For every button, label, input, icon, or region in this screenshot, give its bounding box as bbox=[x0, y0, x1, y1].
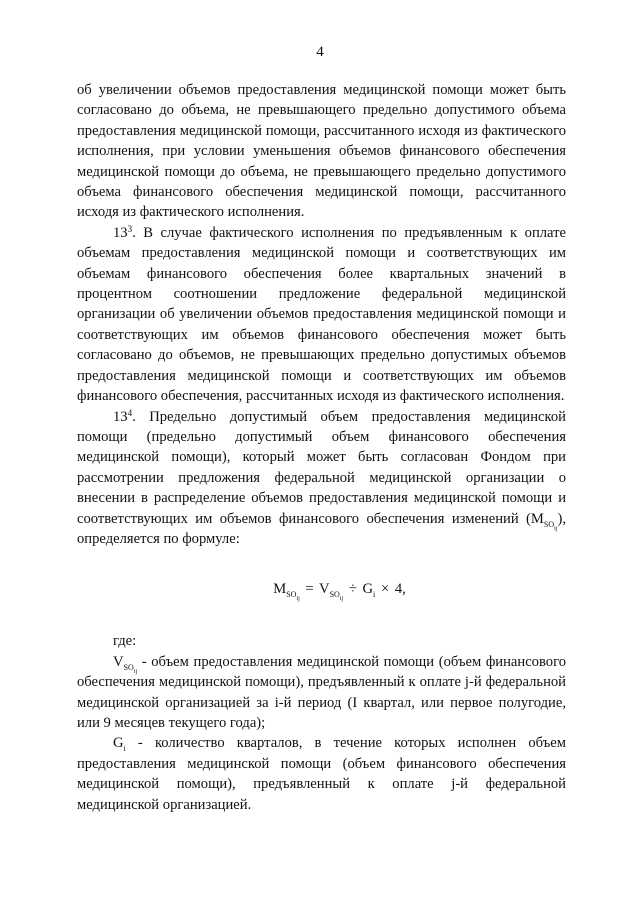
formula-v-term: $V_{SO_{ij}}$ bbox=[319, 581, 344, 603]
where-label: где: bbox=[113, 633, 137, 650]
formula-g-term: $G_i$ bbox=[362, 581, 376, 600]
page-number: 4 bbox=[316, 44, 324, 60]
clause-superscript: 4 bbox=[127, 407, 133, 418]
paragraph-13-4 bbox=[77, 407, 566, 550]
clause-text: . Предельно допустимый объем предоставления медицинской помощи (предельно допустимый объем финансового обеспечения медицинской помощи), который может быть согласован Фондом при рассмотрении предложения федеральной медицинской организации о внесении в распределение объемов предоставления медицинской помощи и соответствующих им объемов финансового обеспечения изменений ( bbox=[77, 408, 566, 527]
definition-g-symbol: $G_i$ bbox=[113, 735, 126, 754]
definition-v-text: - объем предоставления медицинской помощи (объем финансового обеспечения медицинской помощи), предъявленный к оплате j-й федеральной медицинской организацией за i-й период (I квартал, или первое полугодие, или 9 месяцев текущего года); bbox=[77, 653, 566, 731]
paragraph-13-3 bbox=[77, 223, 566, 407]
formula-equals: = bbox=[305, 581, 314, 598]
paragraph-continuation: об увеличении объемов предоставления медицинской помощи может быть согласовано до объема, не превышающего предельно допустимого объема предоставления медицинской помощи, рассчитанного исходя из фактического исполнения, при условии уменьшения объемов финансового обеспечения медицинской помощи до объема, не превышающего предельно допустимого объема финансового обеспечения медицинской помощи, рассчитанного исходя из фактического исполнения. bbox=[77, 82, 566, 221]
document-body bbox=[77, 80, 566, 815]
formula-comma: , bbox=[402, 581, 406, 598]
formula-lhs: $M_{SO_{ij}}$ bbox=[273, 581, 300, 603]
clause-text: . В случае фактического исполнения по предъявленным к оплате объемам предоставления медицинской помощи и соответствующих им объемам финансового обеспечения более квартальных значений в процентном соотношении предложение федеральной медицинской организации об увеличении объемов предоставления медицинской помощи и соответствующих им объемов финансового обеспечения может быть согласовано до объемов, не превышающих предельно допустимых объемов предоставления медицинской помощи и соответствующих им объемов финансового обеспечения, рассчитанных исходя из фактического исполнения. bbox=[77, 224, 566, 405]
inline-symbol-m-so-ij: $M_{SO_{ij}}$ bbox=[530, 510, 558, 532]
formula-constant: 4 bbox=[394, 581, 403, 598]
clause-superscript: 3 bbox=[127, 223, 133, 234]
clause-text-tail: ), определяется по формуле: bbox=[77, 510, 566, 547]
definition-g-text: - количество кварталов, в течение которых исполнен объем предоставления медицинской помощи (объем финансового обеспечения медицинской помощи), предъявленный к оплате j-й федеральной медицинской организацией. bbox=[77, 735, 566, 813]
definition-v-symbol: $V_{SO_{ij}}$ bbox=[113, 653, 138, 675]
formula-divide: ÷ bbox=[348, 581, 357, 598]
formula bbox=[77, 579, 566, 603]
formula-times: × bbox=[380, 581, 390, 598]
definition-g bbox=[77, 733, 566, 815]
definition-v bbox=[77, 652, 566, 734]
clause-number: 13 bbox=[113, 224, 128, 241]
clause-number: 13 bbox=[113, 408, 128, 425]
